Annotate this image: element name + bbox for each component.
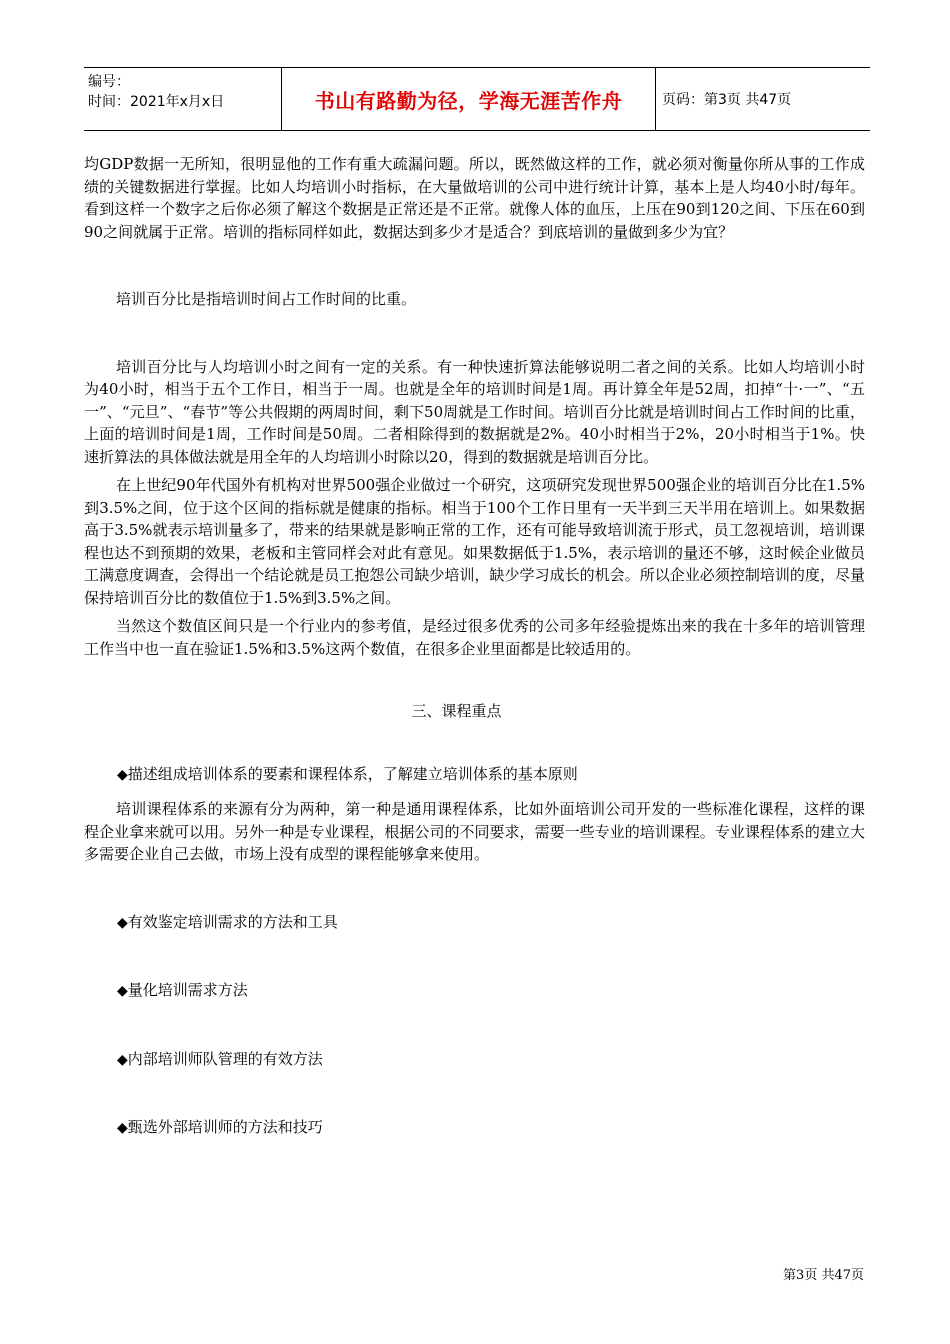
bullet-item (84, 911, 865, 935)
bullet-text: 有效鉴定培训需求的方法和工具 (127, 912, 338, 931)
paragraph: 培训百分比是指培训时间占工作时间的比重。 (116, 290, 417, 308)
diamond-bullet-icon: ◆ (117, 1120, 128, 1136)
bullet-item (84, 979, 865, 1003)
paragraph: 培训课程体系的来源有分为两种，第一种是通用课程体系，比如外面培训公司开发的一些标准化课程，这样的课程企业拿来就可以用。另外一种是专业课程，根据公司的不同要求，需要一些专业的培训课程。专业课程体系的建立大多需要企业自己去做，市场上没有成型的课程能够拿来使用。 (84, 800, 865, 863)
time-label: 时间：2021年x月x日 (88, 94, 225, 110)
diamond-bullet-icon: ◆ (117, 766, 128, 783)
paragraph: 培训百分比与人均培训小时之间有一定的关系。有一种快速折算法能够说明二者之间的关系。比如人均培训小时为40小时，相当于五个工作日，相当于一周。也就是全年的培训时间是1周。再计算全年是52周，扣掉“十·一”、“五一”、“元旦”、“春节”等公共假期的两周时间，剩下50周就是工作时间。培训百分比就是培训时间占工作时间的比重，上面的培训时间是1周，工作时间是50周。二者相除得到的数据就是2%。40小时相当于2%，20小时相当于1%。快速折算法的具体做法就是用全年的人均培训小时除以20，得到的数据就是培训百分比。 (84, 357, 865, 466)
number-label: 编号： (88, 74, 130, 90)
bullet-text: 甄选外部培训师的方法和技巧 (127, 1118, 323, 1136)
section-heading: 三、课程重点 (411, 702, 502, 720)
header-page-label: 页码：第3页 共47页 (662, 92, 792, 108)
bullet-item (84, 1116, 865, 1140)
document-body (84, 153, 865, 1140)
paragraph: 在上世纪90年代国外有机构对世界500强企业做过一个研究，这项研究发现世界500强企业的培训百分比在1.5%到3.5%之间，位于这个区间的指标就是健康的指标。相当于100个工作日里有一天半到三天半用在培训上。如果数据高于3.5%就表示培训量多了，带来的结果就是影响正常的工作，还有可能导致培训流于形式，员工忽视培训，培训课程也达不到预期的效果，老板和主管同样会对此有意见。如果数据低于1.5%，表示培训的量还不够，这时候企业做员工满意度调查，会得出一个结论就是员工抱怨公司缺少培训，缺少学习成长的机会。所以企业必须控制培训的度，尽量保持培训百分比的数值位于1.5%到3.5%之间。 (84, 476, 865, 607)
page-header (84, 67, 870, 131)
page-footer: 第3页 共47页 (783, 1268, 864, 1283)
diamond-bullet-icon: ◆ (117, 1051, 128, 1068)
bullet-text: 量化培训需求方法 (127, 981, 248, 999)
paragraph: 当然这个数值区间只是一个行业内的参考值，是经过很多优秀的公司多年经验提炼出来的我在十多年的培训管理工作当中也一直在验证1.5%和3.5%这两个数值，在很多企业里面都是比较适用的。 (84, 617, 865, 658)
bullet-text: 描述组成培训体系的要素和课程体系，了解建立培训体系的基本原则 (127, 764, 578, 783)
paragraph: 均GDP数据一无所知，很明显他的工作有重大疏漏问题。所以，既然做这样的工作，就必须对衡量你所从事的工作成绩的关键数据进行掌握。比如人均培训小时指标，在大量做培训的公司中进行统计计算，基本上是人均40小时/每年。看到这样一个数字之后你必须了解这个数据是正常还是不正常。就像人体的血压，上压在90到120之间、下压在60到90之间就属于正常。培训的指标同样如此，数据达到多少才是适合？到底培训的量做到多少为宜？ (84, 155, 865, 241)
bullet-text: 内部培训师队管理的有效方法 (127, 1049, 323, 1068)
bullet-item (84, 763, 865, 787)
bullet-item (84, 1048, 865, 1072)
header-meta-cell (84, 68, 282, 130)
diamond-bullet-icon: ◆ (117, 914, 128, 931)
header-motto: 书山有路勤为径，学海无涯苦作舟 (282, 68, 656, 130)
diamond-bullet-icon: ◆ (117, 983, 128, 999)
